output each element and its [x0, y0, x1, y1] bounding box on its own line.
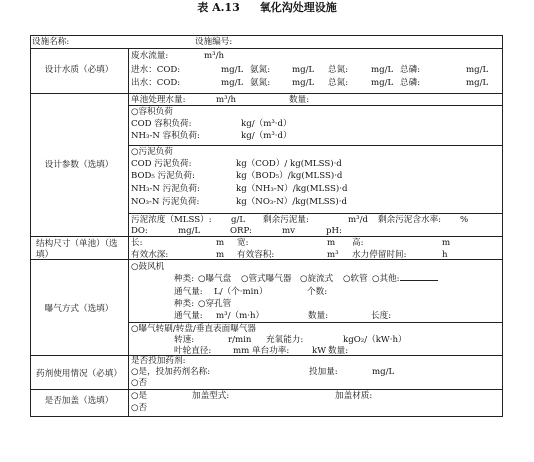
unit: m [216, 238, 225, 248]
do-label: DO: [131, 226, 148, 236]
hrt-label: 水力停留时间: [352, 250, 407, 260]
cover-type-label: 加盖型式: [192, 391, 230, 401]
effective-depth-label: 有效水深: [131, 250, 169, 260]
unit: m³/（m·h） [216, 311, 265, 321]
tp-label: 总磷: [400, 78, 421, 88]
cover-material-label: 加盖材质: [335, 391, 373, 401]
rule [30, 35, 31, 417]
chemical-yes-option[interactable]: ○是，投加药剂名称: [131, 367, 211, 377]
tn-label: 总氮: [328, 65, 349, 75]
width-label: 宽: [237, 238, 249, 248]
unit: mg/L [371, 78, 394, 88]
height-label: 高: [352, 238, 364, 248]
unit: mg/L [466, 65, 489, 75]
rule [128, 48, 129, 416]
tube-option[interactable]: ○管式曝气器 [241, 274, 292, 284]
airflow-label: 通气量: [174, 311, 203, 321]
rotor-option[interactable]: ○曝气转刷/转盘/垂直表面曝气器 [131, 324, 257, 334]
ammonia-label: 氨氮: [250, 65, 271, 75]
unit: m [327, 238, 336, 248]
unit: kg（BOD₅）/kg(MLSS)·d [236, 171, 343, 181]
rule [128, 145, 503, 146]
flow-label: 废水流量: [131, 51, 169, 61]
effluent-cod-label: 出水：COD: [131, 78, 181, 88]
disc-option[interactable]: ○曝气盘 [198, 274, 232, 284]
unit: mg/L [372, 367, 395, 377]
water-quality-label: 设计水质（必填） [44, 65, 114, 75]
other-label: ○其他: [372, 274, 400, 284]
rule [30, 236, 503, 237]
unit: g/L [231, 215, 246, 225]
unit: m [216, 250, 225, 260]
vol-load-option[interactable]: ○容积负荷 [131, 107, 173, 117]
tp-label: 总磷: [400, 65, 421, 75]
moisture-label: 剩余污泥含水率: [378, 215, 442, 225]
rule [30, 389, 503, 390]
length-label: 长: [131, 238, 143, 248]
blower-option[interactable]: ○鼓风机 [131, 262, 165, 272]
rule [30, 48, 503, 49]
quantity-label: 数量: [328, 346, 349, 356]
nh3-vol-load: NH₃-N 容积负荷: [131, 131, 200, 141]
influent-cod-label: 进水：COD: [131, 65, 181, 75]
effective-volume-label: 有效容积: [237, 250, 275, 260]
quantity-label: 数量: [308, 311, 329, 321]
impeller-label: 叶轮直径: [174, 346, 212, 356]
structure-size-label: 结构尺寸（单池）（选填） [36, 239, 118, 260]
cover-yes-option[interactable]: ○是 [131, 391, 148, 401]
airflow-label: 通气量: [174, 287, 203, 297]
unit: h [442, 250, 448, 260]
unit: mg/L [292, 78, 315, 88]
unit: mv [282, 226, 296, 236]
no3-sludge-load: NO₃-N 污泥负荷: [131, 197, 200, 207]
other-blank[interactable] [400, 280, 438, 281]
rule [128, 105, 503, 106]
unit: % [460, 215, 469, 225]
aeration-label: 曝气方式（选填） [44, 304, 114, 314]
unit: r/min [228, 335, 252, 345]
unit: mg/L [178, 226, 201, 236]
ph-label: pH: [326, 226, 342, 236]
unit: m³/h [216, 95, 237, 105]
bod-sludge-load: BOD₅ 污泥负荷: [131, 171, 195, 181]
unit: kg/（m³·d） [241, 131, 292, 141]
rule [30, 416, 503, 417]
chemical-label: 药剂使用情况（必填） [36, 369, 122, 379]
swirl-option[interactable]: ○旋流式 [300, 274, 334, 284]
unit: L/（个·min） [214, 287, 268, 297]
pool-flow-label: 单池处理水量: [131, 95, 186, 105]
cover-label: 是否加盖（选填） [44, 396, 114, 406]
cover-no-option[interactable]: ○否 [131, 403, 148, 413]
design-params-label: 设计参数（选填） [44, 160, 114, 170]
unit: mm [233, 346, 250, 356]
perforated-pipe-option[interactable]: ○穿孔管 [198, 299, 232, 309]
unit: kg/（m³·d） [241, 119, 292, 129]
orp-label: ORP: [230, 226, 252, 236]
unit: kg（NO₃-N）/kg(MLSS)·d [236, 197, 348, 207]
cod-vol-load: COD 容积负荷: [131, 119, 192, 129]
nh3-sludge-load: NH₃-N 污泥负荷: [131, 184, 200, 194]
count-label: 个数: [307, 287, 328, 297]
oxygen-label: 充氧能力: [266, 335, 304, 345]
unit: kgO₂/（kW·h） [343, 335, 407, 345]
unit: m³/d [348, 215, 368, 225]
rule [30, 93, 503, 94]
hose-option[interactable]: ○软管 [343, 274, 368, 284]
table-number: 表 A.13 [197, 1, 240, 14]
tn-label: 总氮: [328, 78, 349, 88]
type-label: 种类: [174, 299, 195, 309]
unit: kW [312, 346, 327, 356]
length-label: 长度: [371, 311, 392, 321]
mlss-label: 污泥浓度（MLSS）: [131, 215, 212, 225]
unit: kg（COD）/ kg(MLSS)·d [236, 159, 342, 169]
ammonia-label: 氨氮: [250, 78, 271, 88]
rule [128, 322, 503, 323]
cod-sludge-load: COD 污泥负荷: [131, 159, 192, 169]
rule [30, 35, 503, 36]
sludge-load-option[interactable]: ○污泥负荷 [131, 147, 173, 157]
unit: kg（NH₃-N）/kg(MLSS)·d [236, 184, 348, 194]
chemical-question: 是否投加药剂: [131, 356, 186, 366]
flow-unit: m³/h [204, 51, 225, 61]
facility-code-label: 设施编号: [195, 37, 233, 47]
unit: mg/L [221, 78, 244, 88]
unit: mg/L [292, 65, 315, 75]
table-caption: 氧化沟处理设施 [259, 1, 337, 14]
facility-name-label: 设施名称: [32, 37, 70, 47]
unit: m³ [327, 250, 339, 260]
rule [128, 213, 503, 214]
type-label: 种类: [174, 274, 195, 284]
unit: m [442, 238, 451, 248]
table-title [0, 2, 534, 13]
count-label: 数量: [289, 95, 310, 105]
unit: mg/L [371, 65, 394, 75]
chemical-no-option[interactable]: ○否 [131, 378, 148, 388]
dose-label: 投加量: [309, 367, 338, 377]
speed-label: 转速: [174, 335, 195, 345]
unit: mg/L [466, 78, 489, 88]
other-option[interactable] [372, 275, 438, 284]
facility-form-table [30, 35, 503, 417]
rule [502, 35, 503, 417]
unit: mg/L [221, 65, 244, 75]
power-label: 单台功率: [252, 346, 290, 356]
excess-sludge-label: 剩余污泥量: [263, 215, 309, 225]
